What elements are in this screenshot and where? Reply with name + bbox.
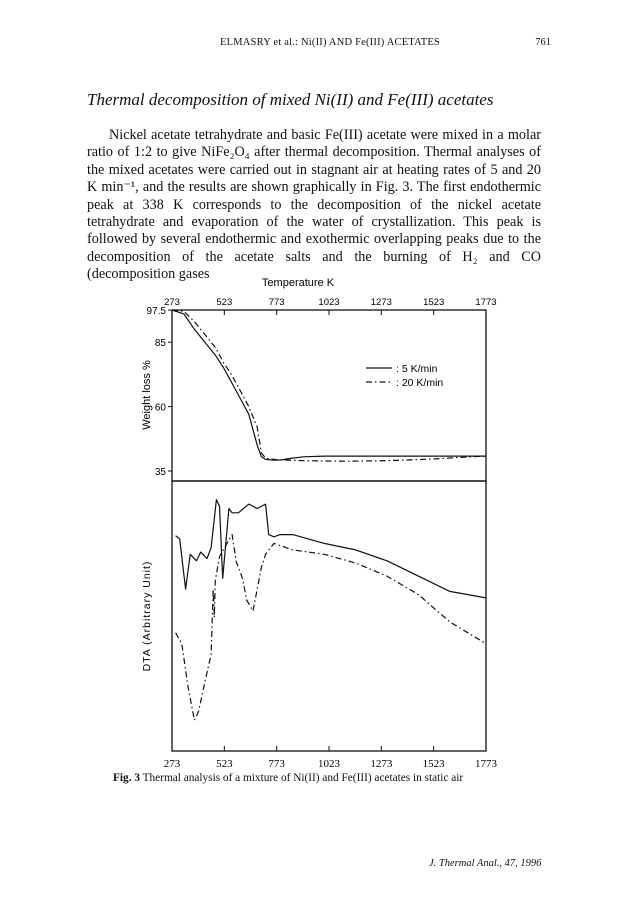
bottom-tick-label: 773 xyxy=(268,758,285,770)
figure-3 xyxy=(0,277,624,770)
dta-curve-5k xyxy=(176,500,486,598)
top-tick-label: 1023 xyxy=(318,297,340,308)
dta-y-axis-label: DTA (Arbitrary Unit) xyxy=(141,560,153,672)
tg-y-tick-label: 35 xyxy=(154,467,166,478)
top-tick-label: 1523 xyxy=(423,297,445,308)
bottom-tick-label: 1523 xyxy=(422,758,445,770)
bottom-tick-label: 1023 xyxy=(318,758,340,770)
page-number: 761 xyxy=(535,37,551,48)
tg-y-tick-label: 97.5 xyxy=(146,306,166,317)
bottom-tick-label: 523 xyxy=(216,758,233,770)
legend-label-5k: : 5 K/min xyxy=(396,363,438,375)
running-title: ELMASRY et al.: Ni(II) AND Fe(III) ACETATES xyxy=(220,37,440,48)
top-tick-label: 1773 xyxy=(475,297,497,308)
thermal-analysis-plot xyxy=(0,277,624,770)
bottom-tick-label: 1773 xyxy=(475,758,497,770)
caption-label: Fig. 3 xyxy=(113,772,140,784)
top-tick-label: 773 xyxy=(268,297,285,308)
tg-y-axis-label: Weight loss % xyxy=(141,360,153,430)
top-tick-label: 523 xyxy=(216,297,233,308)
caption-text: Thermal analysis of a mixture of Ni(II) and Fe(III) acetates in static air xyxy=(142,772,464,784)
top-tick-label: 273 xyxy=(164,297,180,308)
tg-y-tick-label: 85 xyxy=(154,338,166,350)
bottom-tick-label: 1273 xyxy=(370,758,393,770)
figure-caption xyxy=(113,772,463,784)
bottom-tick-label: 273 xyxy=(163,758,181,770)
dta-panel-frame xyxy=(172,481,486,751)
journal-footer: J. Thermal Anal., 47, 1996 xyxy=(429,858,542,869)
section-title: Thermal decomposition of mixed Ni(II) and Fe(III) acetates xyxy=(87,90,494,109)
body-paragraph: Nickel acetate tetrahydrate and basic Fe(III) acetate were mixed in a molar ratio of 1:2 to give NiFe₂O₄ after thermal decomposition. Thermal analyses of the mixed acetates were carried out in stagnant air at heating rates of 5 and 20 K min⁻¹, and the results are shown graphically in Fig. 3. The first endothermic peak at 338 K corresponds to the decomposition of the nickel acetate tetrahydrate and evaporation of the water of crystallization. This peak is followed by several endothermic and exothermic overlapping peaks due to the decomposition of the acetate salts and the burning of H₂ and CO (decomposition gases xyxy=(87,127,541,283)
tg-y-tick-label: 60 xyxy=(154,402,166,414)
tg-panel-frame xyxy=(172,310,486,481)
legend xyxy=(366,363,443,389)
running-header xyxy=(0,37,624,53)
legend-label-20k: : 20 K/min xyxy=(396,377,444,389)
top-tick-label: 1273 xyxy=(370,297,392,308)
top-axis-title: Temperature K xyxy=(261,277,335,289)
